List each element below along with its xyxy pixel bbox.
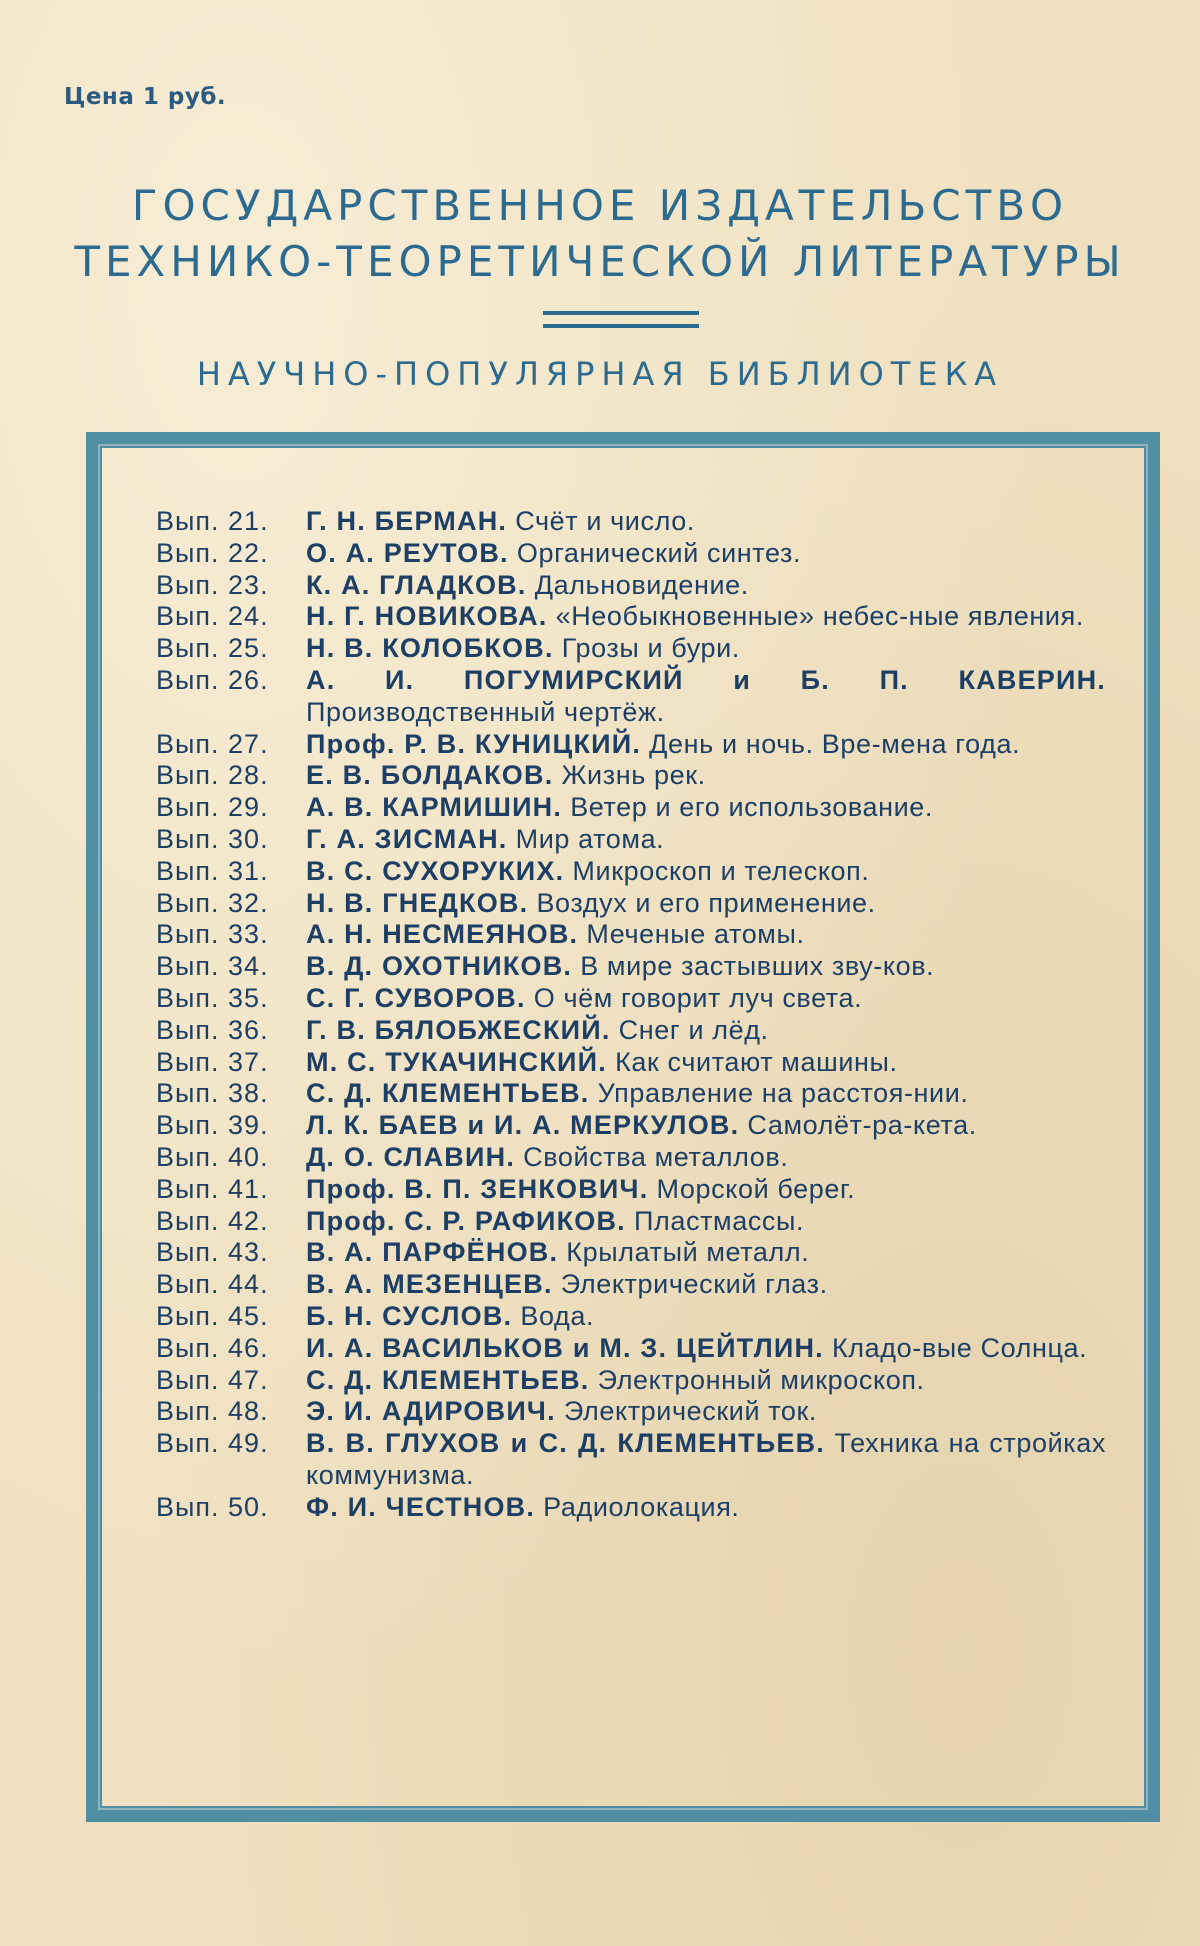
author-name: Проф. В. П. ЗЕНКОВИЧ. — [306, 1173, 649, 1204]
issue-number: Вып. 50. — [156, 1491, 269, 1522]
issue-number: Вып. 26. — [156, 664, 269, 695]
book-title: Ветер и его использование. — [570, 792, 933, 823]
publisher-line-1: ГОСУДАРСТВЕННОЕ ИЗДАТЕЛЬСТВО — [131, 181, 1069, 230]
catalog-entry — [156, 760, 1106, 792]
book-title: Микроскоп и телескоп. — [572, 855, 870, 886]
author-name: Б. Н. СУСЛОВ. — [306, 1300, 513, 1331]
issue-number: Вып. 34. — [156, 951, 269, 982]
entry-text — [306, 570, 1106, 602]
catalog-entry — [156, 665, 1106, 729]
issue-number: Вып. 33. — [156, 919, 269, 950]
catalog-entry — [156, 919, 1106, 951]
catalog-entry — [156, 1333, 1106, 1365]
author-name: Е. В. БОЛДАКОВ. — [306, 760, 554, 791]
book-title: Снег и лёд. — [618, 1014, 769, 1045]
catalog-entry — [156, 1078, 1106, 1110]
entry-text — [306, 1301, 1106, 1333]
catalog-entry — [156, 856, 1106, 888]
issue-number: Вып. 41. — [156, 1173, 269, 1204]
entry-text — [306, 1365, 1106, 1397]
author-name: В. С. СУХОРУКИХ. — [306, 855, 565, 886]
entry-text — [306, 1110, 1106, 1142]
issue-number: Вып. 46. — [156, 1332, 269, 1363]
author-name: Г. А. ЗИСМАН. — [306, 823, 508, 854]
double-rule-top — [543, 311, 699, 315]
author-name: Э. И. АДИРОВИЧ. — [306, 1396, 556, 1427]
author-name: В. А. МЕЗЕНЦЕВ. — [306, 1269, 553, 1300]
catalog-entry — [156, 1047, 1106, 1079]
catalog-entry — [156, 1110, 1106, 1142]
issue-number: Вып. 48. — [156, 1396, 269, 1427]
author-name: С. Д. КЛЕМЕНТЬЕВ. — [306, 1078, 590, 1109]
catalog-entry — [156, 1428, 1106, 1492]
catalog-entry — [156, 824, 1106, 856]
entry-text — [306, 1047, 1106, 1079]
entry-text — [306, 633, 1106, 665]
catalog-entry — [156, 983, 1106, 1015]
author-name: В. В. ГЛУХОВ и С. Д. КЛЕМЕНТЬЕВ. — [306, 1428, 825, 1459]
author-name: Л. К. БАЕВ и И. А. МЕРКУЛОВ. — [306, 1110, 740, 1141]
book-title: «Необыкновенные» небес-ные явления. — [555, 601, 1084, 632]
author-name: Н. Г. НОВИКОВА. — [306, 601, 548, 632]
entry-text — [306, 601, 1106, 633]
book-title: Счёт и число. — [515, 506, 695, 536]
entry-text — [306, 1396, 1106, 1428]
issue-number: Вып. 49. — [156, 1428, 269, 1459]
author-name: Проф. Р. В. КУНИЦКИЙ. — [306, 728, 642, 759]
publisher-line-2: ТЕХНИКО-ТЕОРЕТИЧЕСКОЙ ЛИТЕРАТУРЫ — [74, 237, 1126, 286]
catalog-entry — [156, 633, 1106, 665]
book-title: Электрический ток. — [563, 1396, 818, 1427]
catalog-entry — [156, 1269, 1106, 1301]
catalog-entry — [156, 1142, 1106, 1174]
book-title: Самолёт-ра-кета. — [747, 1110, 977, 1141]
catalog-entry — [156, 951, 1106, 983]
entry-text — [306, 1078, 1106, 1110]
issue-number: Вып. 31. — [156, 855, 269, 886]
issue-number: Вып. 43. — [156, 1237, 269, 1268]
entry-text — [306, 856, 1106, 888]
entry-text — [306, 983, 1106, 1015]
entry-text — [306, 1492, 1106, 1524]
book-title: Управление на расстоя-нии. — [597, 1078, 969, 1109]
author-name: В. Д. ОХОТНИКОВ. — [306, 951, 573, 982]
author-name: Проф. С. Р. РАФИКОВ. — [306, 1205, 626, 1236]
issue-number: Вып. 29. — [156, 792, 269, 823]
issue-number: Вып. 37. — [156, 1046, 269, 1077]
entry-text — [306, 1269, 1106, 1301]
author-name: В. А. ПАРФЁНОВ. — [306, 1237, 559, 1268]
entry-text — [306, 888, 1106, 920]
author-name: А. В. КАРМИШИН. — [306, 792, 563, 823]
author-name: Ф. И. ЧЕСТНОВ. — [306, 1491, 536, 1522]
book-title: Меченые атомы. — [586, 919, 805, 950]
book-title: Органический синтез. — [516, 537, 802, 568]
book-title: Грозы и бури. — [561, 633, 740, 664]
catalog-entry — [156, 1015, 1106, 1047]
issue-number: Вып. 39. — [156, 1110, 269, 1141]
issue-number: Вып. 32. — [156, 887, 269, 918]
author-name: М. С. ТУКАЧИНСКИЙ. — [306, 1046, 607, 1077]
catalog-entry — [156, 729, 1106, 761]
book-title: День и ночь. Вре-мена года. — [649, 728, 1021, 759]
entry-text — [306, 506, 1106, 538]
catalog-entry — [156, 601, 1106, 633]
issue-number: Вып. 44. — [156, 1269, 269, 1300]
author-name: Д. О. СЛАВИН. — [306, 1141, 516, 1172]
book-title: Техника на стройках коммунизма. — [306, 1428, 1106, 1490]
entry-text — [306, 824, 1106, 856]
author-name: Г. Н. БЕРМАН. — [306, 506, 508, 536]
issue-number: Вып. 38. — [156, 1078, 269, 1109]
book-title: Мир атома. — [515, 823, 665, 854]
book-title: Воздух и его применение. — [536, 887, 876, 918]
entry-text — [306, 538, 1106, 570]
issue-number: Вып. 40. — [156, 1141, 269, 1172]
book-title: Как считают машины. — [615, 1046, 898, 1077]
author-name: С. Г. СУВОРОВ. — [306, 982, 526, 1013]
book-title: Крылатый металл. — [566, 1237, 810, 1268]
issue-number: Вып. 35. — [156, 982, 269, 1013]
catalog-entry — [156, 570, 1106, 602]
entry-text — [306, 792, 1106, 824]
book-title: Радиолокация. — [543, 1491, 740, 1522]
author-name: А. Н. НЕСМЕЯНОВ. — [306, 919, 579, 950]
author-name: Н. В. ГНЕДКОВ. — [306, 887, 529, 918]
entry-text — [306, 1174, 1106, 1206]
issue-number: Вып. 23. — [156, 569, 269, 600]
entry-text — [306, 1206, 1106, 1238]
entry-text — [306, 1015, 1106, 1047]
catalog-entry — [156, 1206, 1106, 1238]
entry-text — [306, 729, 1106, 761]
issue-number: Вып. 24. — [156, 601, 269, 632]
book-title: Жизнь рек. — [561, 760, 706, 791]
issue-number: Вып. 27. — [156, 728, 269, 759]
catalog-entry — [156, 888, 1106, 920]
catalog-list — [156, 506, 1106, 1524]
author-name: К. А. ГЛАДКОВ. — [306, 569, 527, 600]
author-name: Г. В. БЯЛОБЖЕСКИЙ. — [306, 1014, 611, 1045]
book-title: Дальновидение. — [534, 569, 749, 600]
issue-number: Вып. 45. — [156, 1300, 269, 1331]
issue-number: Вып. 30. — [156, 823, 269, 854]
author-name: А. И. ПОГУМИРСКИЙ и Б. П. КАВЕРИН. — [306, 664, 1106, 695]
book-title: Электрический глаз. — [560, 1269, 828, 1300]
issue-number: Вып. 25. — [156, 633, 269, 664]
book-title: Свойства металлов. — [523, 1141, 789, 1172]
issue-number: Вып. 42. — [156, 1205, 269, 1236]
entry-text — [306, 951, 1106, 983]
issue-number: Вып. 28. — [156, 760, 269, 791]
entry-text — [306, 1237, 1106, 1269]
issue-number: Вып. 21. — [156, 506, 269, 536]
catalog-entry — [156, 506, 1106, 538]
issue-number: Вып. 36. — [156, 1014, 269, 1045]
issue-number: Вып. 22. — [156, 537, 269, 568]
entry-text — [306, 1142, 1106, 1174]
issue-number: Вып. 47. — [156, 1364, 269, 1395]
book-title: Кладо-вые Солнца. — [831, 1332, 1088, 1363]
catalog-entry — [156, 538, 1106, 570]
catalog-entry — [156, 1174, 1106, 1206]
author-name: О. А. РЕУТОВ. — [306, 537, 509, 568]
catalog-entry — [156, 1396, 1106, 1428]
author-name: Н. В. КОЛОБКОВ. — [306, 633, 554, 664]
entry-text — [306, 919, 1106, 951]
entry-text — [306, 1333, 1106, 1365]
book-title: О чём говорит луч света. — [533, 982, 863, 1013]
publisher-name — [0, 178, 1200, 290]
book-title: Морской берег. — [656, 1173, 856, 1204]
book-title: Пластмассы. — [634, 1205, 805, 1236]
catalog-entry — [156, 1237, 1106, 1269]
series-title: НАУЧНО-ПОПУЛЯРНАЯ БИБЛИОТЕКА — [196, 355, 1004, 393]
book-title: В мире застывших зву-ков. — [580, 951, 935, 982]
author-name: И. А. ВАСИЛЬКОВ и М. З. ЦЕЙТЛИН. — [306, 1332, 824, 1363]
price-label: Цена 1 руб. — [64, 84, 227, 110]
book-title: Производственный чертёж. — [306, 696, 665, 727]
entry-text — [306, 665, 1106, 729]
entry-text — [306, 760, 1106, 792]
catalog-entry — [156, 792, 1106, 824]
double-rule-bottom — [543, 324, 699, 328]
book-title: Вода. — [520, 1300, 595, 1331]
catalog-entry — [156, 1301, 1106, 1333]
catalog-entry — [156, 1365, 1106, 1397]
entry-text — [306, 1428, 1106, 1492]
author-name: С. Д. КЛЕМЕНТЬЕВ. — [306, 1364, 590, 1395]
book-title: Электронный микроскоп. — [597, 1364, 925, 1395]
catalog-entry — [156, 1492, 1106, 1524]
